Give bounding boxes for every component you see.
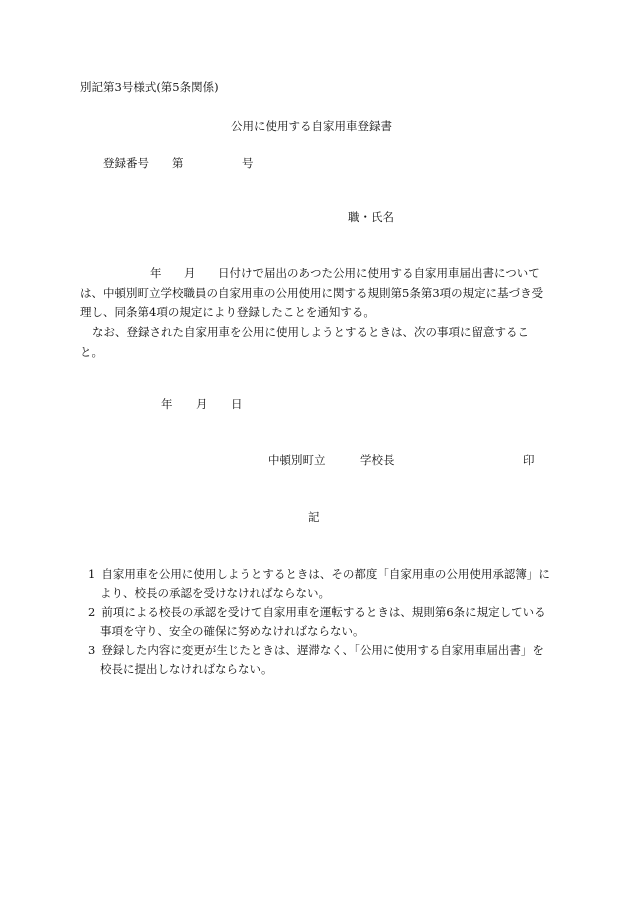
note-text: 登録した内容に変更が生じたときは、遅滞なく、「公用に使用する自家用車届出書」を校長に提出しなければならない。 [100,643,544,676]
note-text: 自家用車を公用に使用しようとするときは、その都度「自家用車の公用使用承認簿」により、校長の承認を受けなければならない。 [100,567,550,600]
issue-month: 月 [196,397,208,411]
registration-label: 登録番号 [103,156,149,170]
notes-list [88,565,550,679]
notification-paragraph-1 [80,264,548,323]
list-item [88,565,550,603]
notification-year: 年 [150,266,162,280]
note-number: 1 [88,567,96,581]
note-text: 前項による校長の承認を受けて自家用車を運転するときは、規則第6条に規定している事項を守り、安全の確保に努めなければならない。 [100,605,546,638]
form-label: 別記第3号様式(第5条関係) [80,80,219,94]
issue-year: 年 [161,397,173,411]
issue-day: 日 [231,397,243,411]
registration-suffix: 号 [242,156,254,170]
ki-heading: 記 [308,510,320,524]
issuer-title: 学校長 [360,453,395,467]
notification-text-1: 日付けで届出のあつた公用に使用する自家用車届出書については、中頓別町立学校職員の自家用車の公用使用に関する規則第5条第3項の規定に基づき受理し、同条第4項の規定により登録したことを通知する。 [80,266,544,319]
note-number: 3 [88,643,96,657]
document-title: 公用に使用する自家用車登録書 [231,119,392,133]
registration-prefix: 第 [172,156,184,170]
notification-paragraph-2: なお、登録された自家用車を公用に使用しようとするときは、次の事項に留意すること。 [80,325,529,359]
issuer-town: 中頓別町立 [268,453,326,467]
list-item [88,641,550,679]
notification-month: 月 [184,266,196,280]
seal-mark: 印 [523,453,535,467]
list-item [88,603,550,641]
recipient-label: 職・氏名 [348,210,394,224]
note-number: 2 [88,605,96,619]
